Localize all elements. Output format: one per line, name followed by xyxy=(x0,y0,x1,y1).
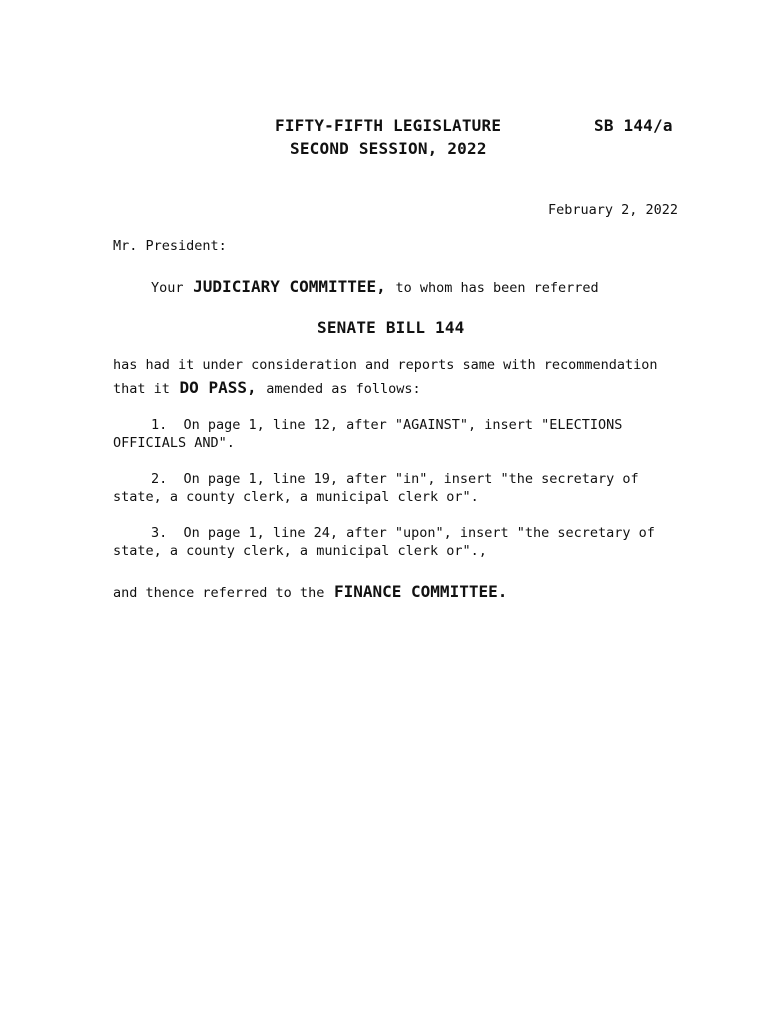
amendment-2-line-2: state, a county clerk, a municipal clerk or". xyxy=(113,489,479,505)
session-heading: SECOND SESSION, 2022 xyxy=(290,139,487,158)
consideration-line-2 xyxy=(113,378,421,397)
amendment-2-line-1 xyxy=(151,471,639,487)
finance-committee: FINANCE COMMITTEE. xyxy=(333,582,508,601)
amendment-number: 1. xyxy=(151,417,168,433)
consideration-line-1: has had it under consideration and reports same with recommendation xyxy=(113,357,658,373)
consideration-suffix: amended as follows: xyxy=(266,381,421,397)
intro-suffix: to whom has been referred xyxy=(395,280,599,296)
closing-prefix: and thence referred to the xyxy=(113,585,325,601)
report-date: February 2, 2022 xyxy=(547,202,678,218)
amendment-number: 3. xyxy=(151,525,168,541)
committee-name: JUDICIARY COMMITTEE, xyxy=(193,277,386,296)
recommendation: DO PASS, xyxy=(179,378,257,397)
amendment-text: On page 1, line 24, after "upon", insert "the secretary of xyxy=(183,525,655,541)
legislature-heading: FIFTY-FIFTH LEGISLATURE xyxy=(275,116,502,135)
intro-line xyxy=(151,277,599,296)
salutation: Mr. President: xyxy=(113,238,227,254)
amendment-1-line-1 xyxy=(151,417,622,433)
bill-title: SENATE BILL 144 xyxy=(317,318,465,337)
amendment-3-line-1 xyxy=(151,525,655,541)
amendment-1-line-2: OFFICIALS AND". xyxy=(113,435,235,451)
amendment-text: On page 1, line 12, after "AGAINST", insert "ELECTIONS xyxy=(183,417,623,433)
bill-reference: SB 144/a xyxy=(594,116,673,135)
consideration-prefix: that it xyxy=(113,381,170,397)
amendment-text: On page 1, line 19, after "in", insert "the secretary of xyxy=(183,471,639,487)
amendment-number: 2. xyxy=(151,471,168,487)
amendment-3-line-2: state, a county clerk, a municipal clerk or"., xyxy=(113,543,487,559)
intro-prefix: Your xyxy=(151,280,184,296)
closing-line xyxy=(113,582,507,601)
